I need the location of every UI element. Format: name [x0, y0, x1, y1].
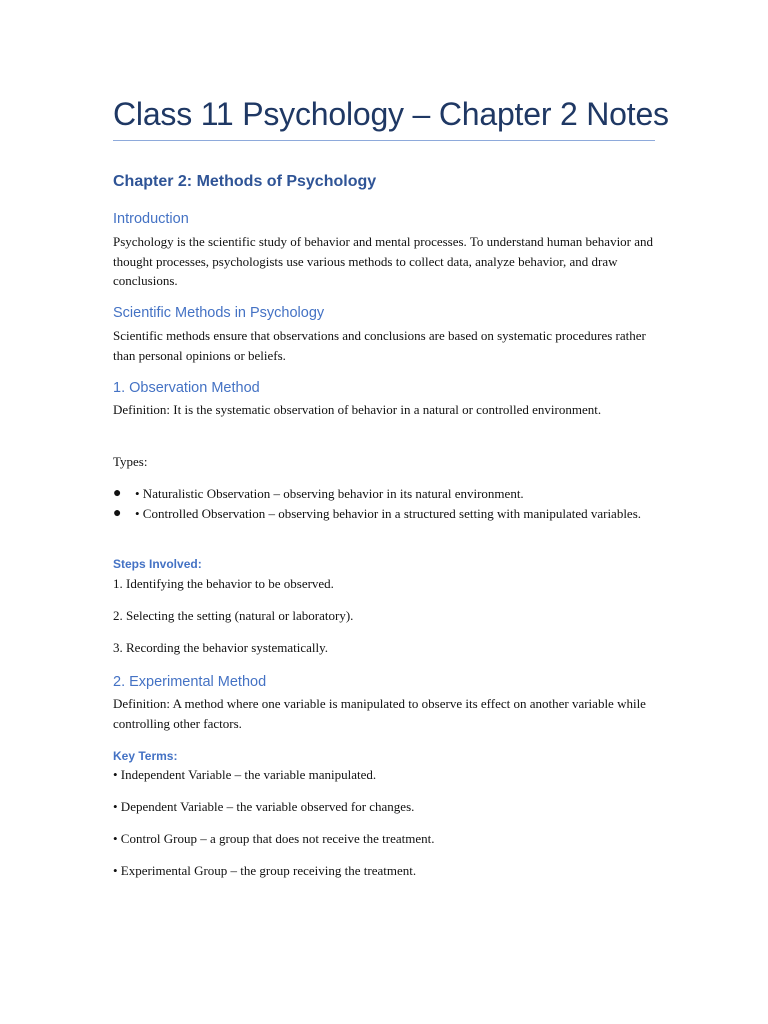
type-text: • Controlled Observation – observing behavior in a structured setting with manipulated variables. [135, 505, 642, 521]
introduction-paragraph: Psychology is the scientific study of behavior and mental processes. To understand human behavior and thought processes, psychologists use various methods to collect data, analyze behavior, and draw conclusions. [113, 234, 654, 288]
step-item: 1. Identifying the behavior to be observed. [113, 576, 334, 591]
scientific-methods-heading: Scientific Methods in Psychology [113, 305, 325, 321]
step-item: 3. Recording the behavior systematically. [113, 640, 329, 655]
steps-heading: Steps Involved: [113, 557, 202, 571]
types-list [113, 484, 658, 523]
types-label: Types: [113, 454, 148, 469]
bullet-icon: ● [113, 486, 122, 501]
page-title: Class 11 Psychology – Chapter 2 Notes [113, 92, 655, 141]
key-term-item: • Dependent Variable – the variable observed for changes. [113, 799, 415, 814]
key-terms-heading: Key Terms: [113, 749, 178, 763]
list-item [113, 484, 658, 504]
list-item [113, 504, 658, 524]
scientific-methods-paragraph: Scientific methods ensure that observations and conclusions are based on systematic procedures rather than personal opinions or beliefs. [113, 328, 646, 363]
chapter-heading: Chapter 2: Methods of Psychology [113, 173, 377, 190]
bullet-icon: ● [113, 505, 122, 521]
type-text: • Naturalistic Observation – observing behavior in its natural environment. [135, 486, 524, 501]
experimental-definition: Definition: A method where one variable is manipulated to observe its effect on another variable while controlling other factors. [113, 696, 646, 731]
key-term-item: • Control Group – a group that does not receive the treatment. [113, 831, 435, 846]
step-item: 2. Selecting the setting (natural or laboratory). [113, 608, 354, 623]
observation-method-heading: 1. Observation Method [113, 380, 260, 396]
introduction-heading: Introduction [113, 211, 189, 227]
key-term-item: • Experimental Group – the group receiving the treatment. [113, 863, 417, 878]
key-term-item: • Independent Variable – the variable manipulated. [113, 767, 377, 782]
experimental-method-heading: 2. Experimental Method [113, 674, 267, 690]
observation-definition: Definition: It is the systematic observation of behavior in a natural or controlled environment. [113, 402, 602, 417]
